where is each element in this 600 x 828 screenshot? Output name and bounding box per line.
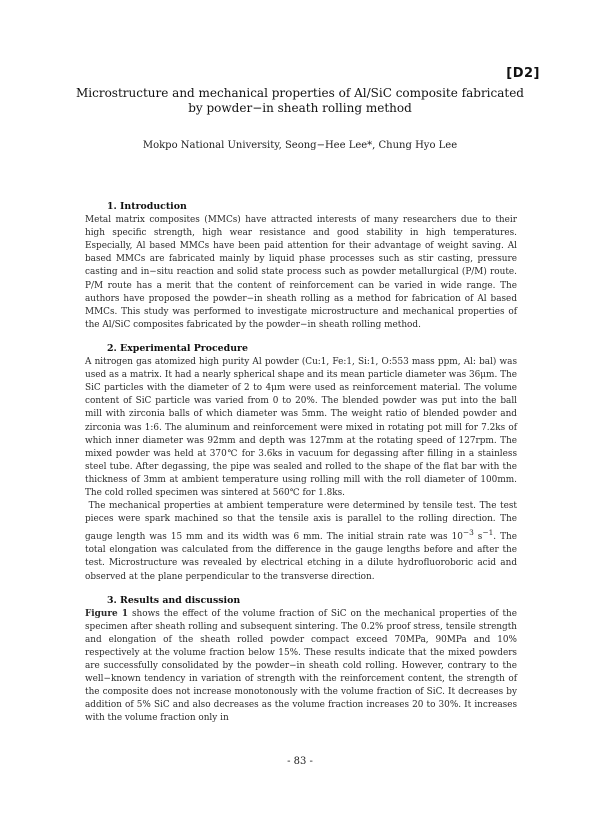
section-heading-introduction: 1. Introduction xyxy=(107,201,187,212)
experimental-paragraph-1: A nitrogen gas atomized high purity Al powder (Cu:1, Fe:1, Si:1, O:553 mass ppm, Al: bal) was used as a matrix. It had a nearly spherical shape and its mean particle diameter was 36μm. The SiC particles with the diameter of 2 to 4μm were used as reinforcement material. The volume content of SiC particle was varied from 0 to 20%. The blended powder was put into the ball mill with zirconia balls of which diameter was 5mm. The weight ratio of blended powder and zirconia was 1:6. The aluminum and reinforcement were mixed in rotating pot mill for 7.2ks of which inner diameter was 92mm and depth was 127mm at the rotating speed of 127rpm. The mixed powder was held at 370℃ for 3.6ks in vacuum for degassing after filling in a stainless steel tube. After degassing, the pipe was sealed and rolled to the shape of the flat bar with the thickness of 3mm at ambient temperature using rolling mill with the roll diameter of 100mm. The cold rolled specimen was sintered at 560℃ for 1.8ks. xyxy=(85,357,517,498)
authors-line: Mokpo National University, Seong−Hee Lee*, Chung Hyo Lee xyxy=(142,140,458,151)
section-heading-experimental: 2. Experimental Procedure xyxy=(107,342,248,354)
introduction-paragraph: Metal matrix composites (MMCs) have attracted interests of many researchers due to their high specific strength, high wear resistance and good stability in high temperatures. Especially, Al based MMCs have been paid attention for their advantage of weight saving. Al based MMCs are fabricated mainly by liquid phase processes such as stir casting, pressure casting and in−situ reaction and solid state process such as powder metallurgical (P/M) route. P/M route has a merit that the content of reinforcement can be varied in wide range. The authors have proposed the powder−in sheath rolling as a method for fabrication of Al based MMCs. This study was performed to investigate microstructure and mechanical properties of the Al/SiC composites fabricated by the powder−in sheath rolling method. xyxy=(85,215,517,330)
results-paragraph: Figure 1 shows the effect of the volume fraction of SiC on the mechanical properties of the specimen after sheath rolling and subsequent sintering. The 0.2% proof stress, tensile strength and elongation of the sheath rolled powder compact exceed 70MPa, 90MPa and 10% respectively at the volume fraction below 15%. These results indicate that the mixed powders are successfully consolidated by the powder−in sheath cold rolling. However, contrary to the well−known tendency in variation of strength with the reinforcement content, the strength of the composite does not increase monotonously with the volume fraction of SiC. It decreases by addition of 5% SiC and also decreases as the volume fraction increases 20 to 30%. It increases with the volume fraction only in xyxy=(85,608,517,724)
section-heading-results: 3. Results and discussion xyxy=(107,594,241,606)
experimental-paragraph-2: The mechanical properties at ambient temperature were determined by tensile test. The test pieces were spark machined so that the tensile axis is parallel to the rolling direction. The gauge length was 15 mm and its width was 6 mm. The initial strain rate was $10^{-3}$ $s^{-1}$. The total elongation was calculated from the difference in the gauge lengths before and after the test. Microstructure was revealed by electrical etching in a dilute hydrofluoroboric acid and observed at the plane perpendicular to the transverse direction. xyxy=(85,501,517,582)
paper-title xyxy=(70,86,530,116)
abstract-code: [D2] xyxy=(506,66,540,81)
figure-reference: Figure 1 xyxy=(85,608,129,619)
title-line-2: by powder−in sheath rolling method xyxy=(188,101,412,115)
paper-body xyxy=(85,200,517,726)
page-number: - 83 - xyxy=(287,756,313,767)
title-line-1: Microstructure and mechanical properties of Al/SiC composite fabricated xyxy=(75,86,524,100)
